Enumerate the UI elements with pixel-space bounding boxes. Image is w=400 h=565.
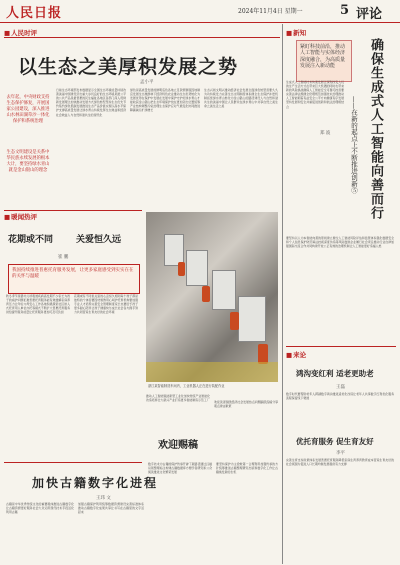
right-body-col2: 要坚持以人为本智能向善的原则建立健全人工智能风险评估和监管体系强化数据安全和个人信息保护防范算法歧视深度伪造等风险鼓励企业履行社会责任推动行业自律加强国际交流合作共同构建开放公正有效的治理机制让人工智能更好造福人类	[286, 236, 394, 249]
section-divider-3	[4, 462, 142, 463]
highlight-box: 紧盯科技前沿，推动人工智能与实体经济深度融合，为高质量发展注入新动能	[296, 40, 352, 82]
bottom-body-col1: 古籍是中华优秀传统文化的重要载体推进古籍数字化让古籍资源更好服务社会大众运用现代技术手段活化利用古籍	[6, 502, 74, 515]
page-section-name: 评论	[356, 7, 383, 22]
bottom-body-col4: 要坚持保护为主抢救第一合理利用加强传承的方针统筹推进古籍整理研究出版和数字化工作让古籍焕发新的生机	[216, 462, 278, 475]
bottom-body-col3: 数字技术为古籍的保护传承开辟了新路径通过扫描识别整理标注构建古籍数据库方便学者研究和公众阅读推进文化繁荣发展	[148, 462, 212, 475]
mid-body-col2: 欢迎读者围绕经济社会发展热点问题踊跃投稿分享观点建言献策	[214, 400, 278, 409]
pull-quote-1: 去年起，中央财政支持生态保护修复，开展国家公园建设，深入推进山水林田湖草沙一体化保护和系统治理	[6, 95, 50, 124]
bottom-body-col2: 加强古籍保护利用统筹数据资源建设完善标准体系推动古籍数字化成果共享让书写在古籍里的文字活起来	[78, 502, 144, 515]
main-byline: 孟小平	[140, 80, 154, 85]
bottom-byline: 王玮 文	[96, 496, 111, 501]
column-separator	[282, 24, 283, 564]
article-body-col2: 绿色是高质量发展的鲜明底色各地立足资源禀赋因地制宜发展生态旅游林下经济特色农业推动生态优势转化为发展优势在保护中发展在发展中保护守护好绿水青山才能收获金山银山把生态环境保护放在更加突出位置统筹产业结构调整污染治理生态保护应对气候变化协同推进降碳减污扩绿增长	[130, 88, 200, 113]
mid-body-col1: 推动人工智能赋能新型工业化加快传统产业智能化改造培育壮大新兴产业打造更多智能制造示范工厂	[146, 394, 210, 403]
welcome-submissions: 欢迎赐稿	[158, 440, 198, 451]
article-body-col3: 生态兴则文明兴推动经济社会发展全面绿色转型需要久久为功持续发力完善生态文明制度体系健全生态保护补偿机制拓宽绿水青山转化为金山银山的路径建设人与自然和谐共生的美丽中国让人民群众在绿水青山中共享自然之美生命之美生活之美	[204, 88, 278, 109]
newspaper-logo: 人民日报	[6, 6, 63, 21]
section-divider	[4, 37, 280, 38]
right-small-byline-2: 李平	[336, 451, 345, 456]
right-small-head-2: 优托育服务 促生育友好	[296, 437, 374, 446]
feature-title-2: 关爱恒久远	[76, 235, 122, 245]
issue-date: 2024年11月4日 星期一	[238, 8, 303, 15]
section-tag-opinion: ■ 来论	[286, 350, 306, 359]
right-small-body-1: 数字时代要帮助老年人跨越数字鸿沟推进适老化改造让老年人共享数字红利优化服务流程保留线下渠道	[286, 392, 394, 401]
page-number: 5	[340, 3, 350, 18]
section-tag-new-knowledge: ■ 新知	[286, 28, 306, 37]
feature-title-1: 花期或不同	[8, 235, 54, 245]
feature-body-col2: 花期或有不同但关爱的心意恒久相同每个孩子都是独特的个体需要因材施教用心呵护托育机构要加强专业人才培养完善安全管理制度家长也要给予孩子更多耐心陪伴让孩子健康快乐成长社会各方携手努力共同营造生育友好的社会环境	[74, 294, 138, 315]
right-author: 郑 波	[320, 131, 331, 136]
factory-photo	[146, 212, 278, 382]
vertical-headline: 确保生成式人工智能向善而行	[368, 38, 383, 220]
right-small-byline-1: 王磊	[336, 385, 345, 390]
photo-caption: 浙江某智能制造车间内，工业机器人正在进行装配作业	[148, 384, 225, 388]
article-body-col1: 日前生态环境部发布数据显示全国生态环境质量持续改善美丽中国建设迈出重大步伐良好的生态环境是最公平的公共产品是最普惠的民生福祉各地区各部门深入贯彻新发展理念加快推动发展方式绿色转型坚持生态优先节约集约绿色低碳发展推进生态产品价值实现以高水平保护支撑高质量发展让绿水青山持续发挥生态效益和经济社会效益人与自然和谐共生的现代化	[56, 88, 126, 117]
feature-summary-box: 我国持续推进普惠托育服务发展，让更多家庭感受到实实在在的关怀与温暖	[8, 264, 140, 294]
right-small-body-2: 完善生育支持政策体系发展普惠托育服务降低家庭生育养育教育成本营造生育友好的社会氛围为促进人口长期均衡发展提供有力支撑	[286, 458, 394, 467]
section-divider-2	[4, 210, 142, 211]
feature-byline: 崔 鹏	[58, 255, 69, 260]
section-tag-commentary: ■ 人民时评	[4, 28, 37, 37]
section-tag-hotspot: ■ 暖闻热评	[4, 212, 37, 221]
pull-quote-2: 生态文明建设是关系中华民族永续发展的根本大计，要坚持绿水青山就是金山银山的理念	[6, 150, 50, 173]
main-headline: 以生态之美厚积发展之势	[18, 56, 239, 78]
feature-body-col1: 秋冬季节是婴幼儿呼吸道疾病高发期不少家长为孩子的看护问题犯难普惠托育服务能有效缓解家庭养育压力让年轻父母安心工作各地积极探索社区嵌入式托育用人单位办托等模式不断扩大普惠托育服务供给提升服务质量让托育服务更加可及可负担	[6, 294, 70, 315]
vertical-subheadline: ——在新的起点上不断推进创新⑤	[350, 96, 358, 194]
bottom-article-title: 加快古籍数字化进程	[32, 476, 159, 490]
section-divider-right	[286, 346, 396, 347]
right-body-col1: 生成式人工智能技术快速发展正深刻改变人们的生产生活方式在带来巨大机遇的同时也带来新的风险挑战确保人工智能安全可靠可控需要完善法律法规健全伦理规范加强技术治理推动人工智能朝着有益安全公平方向健康有序发展坚持发展和安全并重促进创新和依法治理相结合	[286, 80, 344, 109]
right-small-head-1: 鸿沟变红利 适老更助老	[296, 369, 374, 378]
